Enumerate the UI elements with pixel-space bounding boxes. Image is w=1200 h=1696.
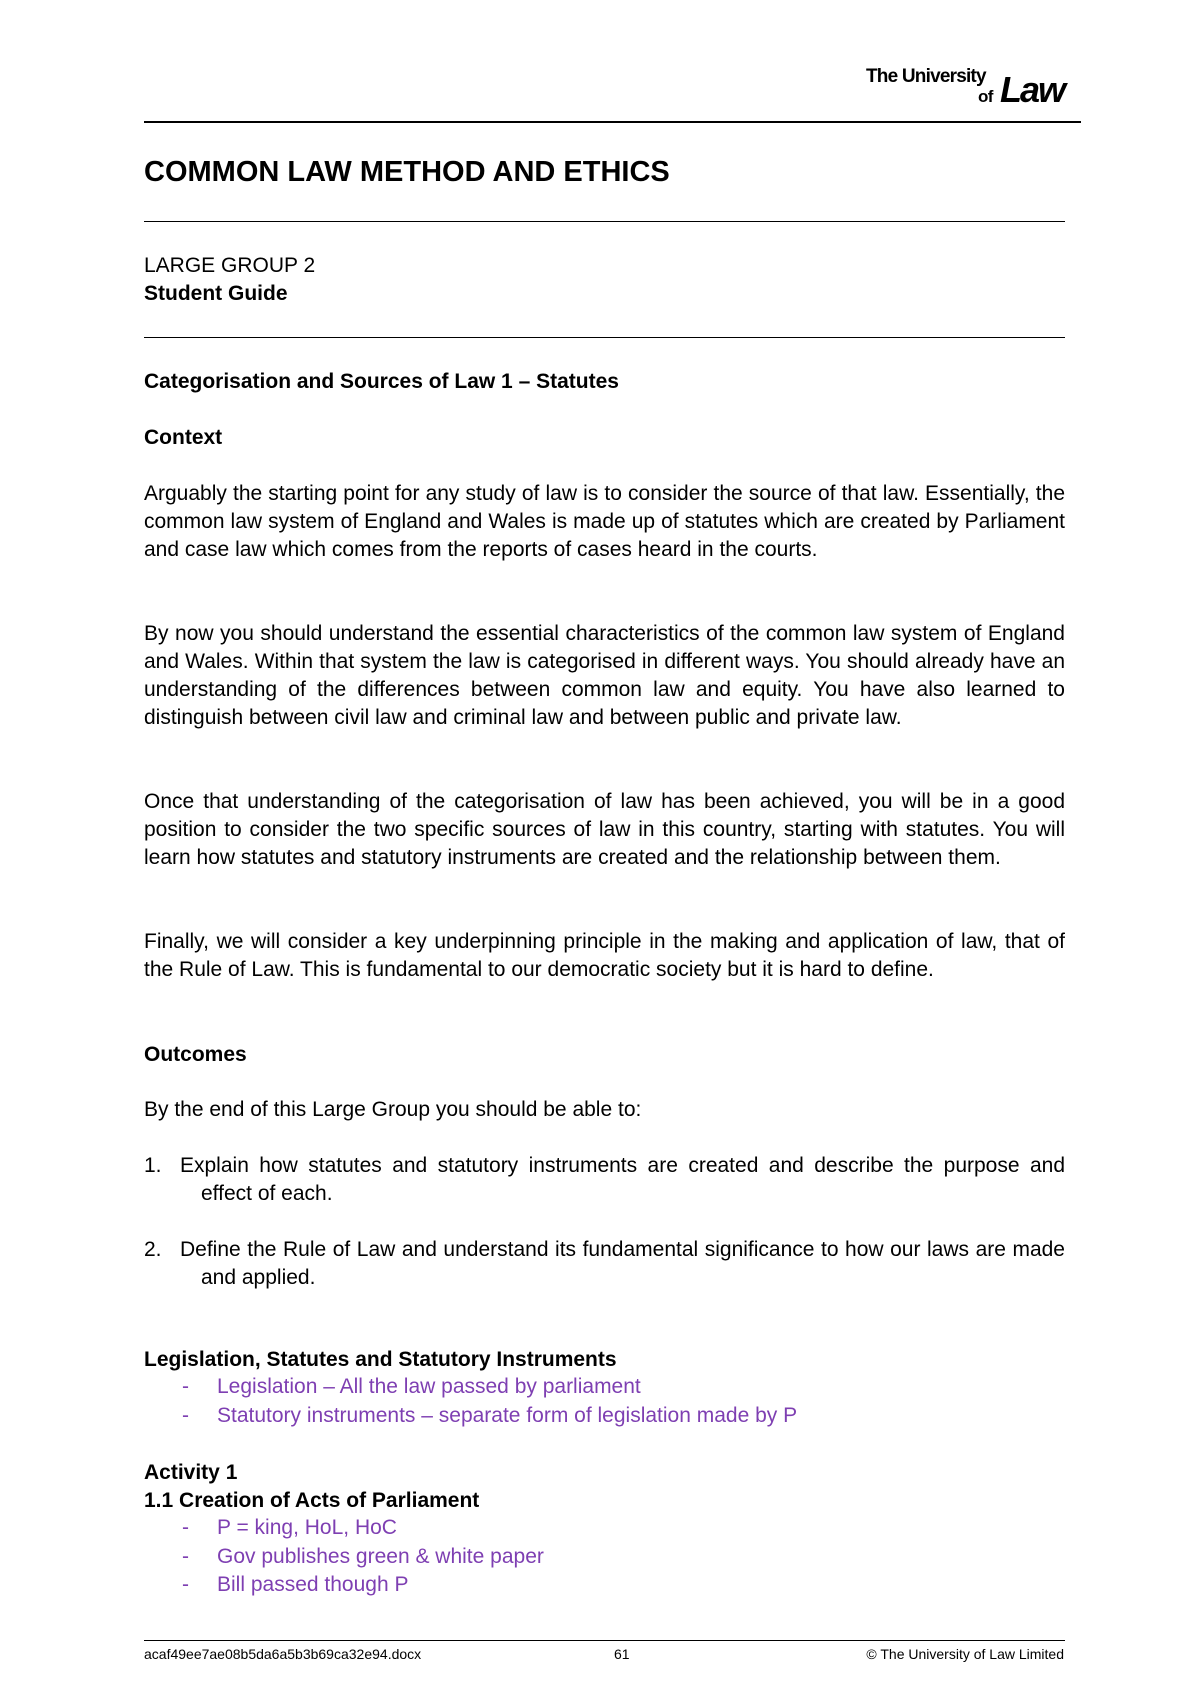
note-item [182,1571,408,1599]
outcome-text: Define the Rule of Law and understand its fundamental significance to how our laws are made and applied. [180,1238,1065,1289]
context-paragraph: By now you should understand the essential characteristics of the common law system of England and Wales. Within that system the law is categorised in different ways. You should already have an understanding of the differences between common law and equity. You have also learned to distinguish between civil law and criminal law and between public and private law. [144,622,1065,729]
bullet-marker: - [182,1516,189,1539]
outcome-text: Explain how statutes and statutory instruments are created and describe the purpose and effect of each. [180,1154,1065,1205]
note-item [182,1514,397,1542]
note-text: Gov publishes green & white paper [217,1545,544,1568]
context-heading: Context [144,426,223,449]
activity-subheading: 1.1 Creation of Acts of Parliament [144,1489,480,1512]
university-logo [866,66,1076,110]
bullet-marker: - [182,1404,189,1427]
context-paragraph: Finally, we will consider a key underpinning principle in the making and application of law, that of the Rule of Law. This is fundamental to our democratic society but it is hard to define. [144,930,1065,981]
header-divider [144,121,1081,123]
document-title: COMMON LAW METHOD AND ETHICS [144,156,670,188]
guide-divider [144,337,1065,338]
outcome-number: 2. [144,1238,162,1261]
note-text: P = king, HoL, HoC [217,1516,397,1539]
topic-heading: Categorisation and Sources of Law 1 – Statutes [144,370,619,393]
footer-divider [144,1640,1065,1641]
outcomes-heading: Outcomes [144,1043,247,1066]
outcome-item [144,1152,1065,1208]
context-paragraph: Arguably the starting point for any study of law is to consider the source of that law. Essentially, the common law system of England and Wales is made up of statutes which are created by Parliament and case law which comes from the reports of cases heard in the courts. [144,482,1065,561]
logo-line-3: Law [1000,69,1065,110]
legislation-heading: Legislation, Statutes and Statutory Instruments [144,1348,617,1371]
footer-page-number: 61 [614,1646,630,1662]
logo-line-1: The University [866,66,986,87]
footer-filename: acaf49ee7ae08b5da6a5b3b69ca32e94.docx [144,1646,422,1662]
note-item [182,1543,544,1571]
note-item [182,1402,797,1430]
outcomes-intro: By the end of this Large Group you should be able to: [144,1098,642,1121]
note-text: Legislation – All the law passed by parliament [217,1375,641,1398]
activity-heading: Activity 1 [144,1461,238,1484]
outcome-item [144,1236,1065,1292]
footer-copyright: © The University of Law Limited [866,1646,1064,1662]
logo-line-2: of [978,87,993,106]
bullet-marker: - [182,1375,189,1398]
outcome-number: 1. [144,1154,162,1177]
guide-label: Student Guide [144,282,288,305]
bullet-marker: - [182,1573,189,1596]
context-paragraph: Once that understanding of the categorisation of law has been achieved, you will be in a good position to consider the two specific sources of law in this country, starting with statutes. You will learn how statutes and statutory instruments are created and the relationship between them. [144,790,1065,869]
title-divider [144,221,1065,222]
note-text: Bill passed though P [217,1573,409,1596]
group-label: LARGE GROUP 2 [144,254,316,277]
bullet-marker: - [182,1545,189,1568]
note-item [182,1373,641,1401]
note-text: Statutory instruments – separate form of legislation made by P [217,1404,798,1427]
